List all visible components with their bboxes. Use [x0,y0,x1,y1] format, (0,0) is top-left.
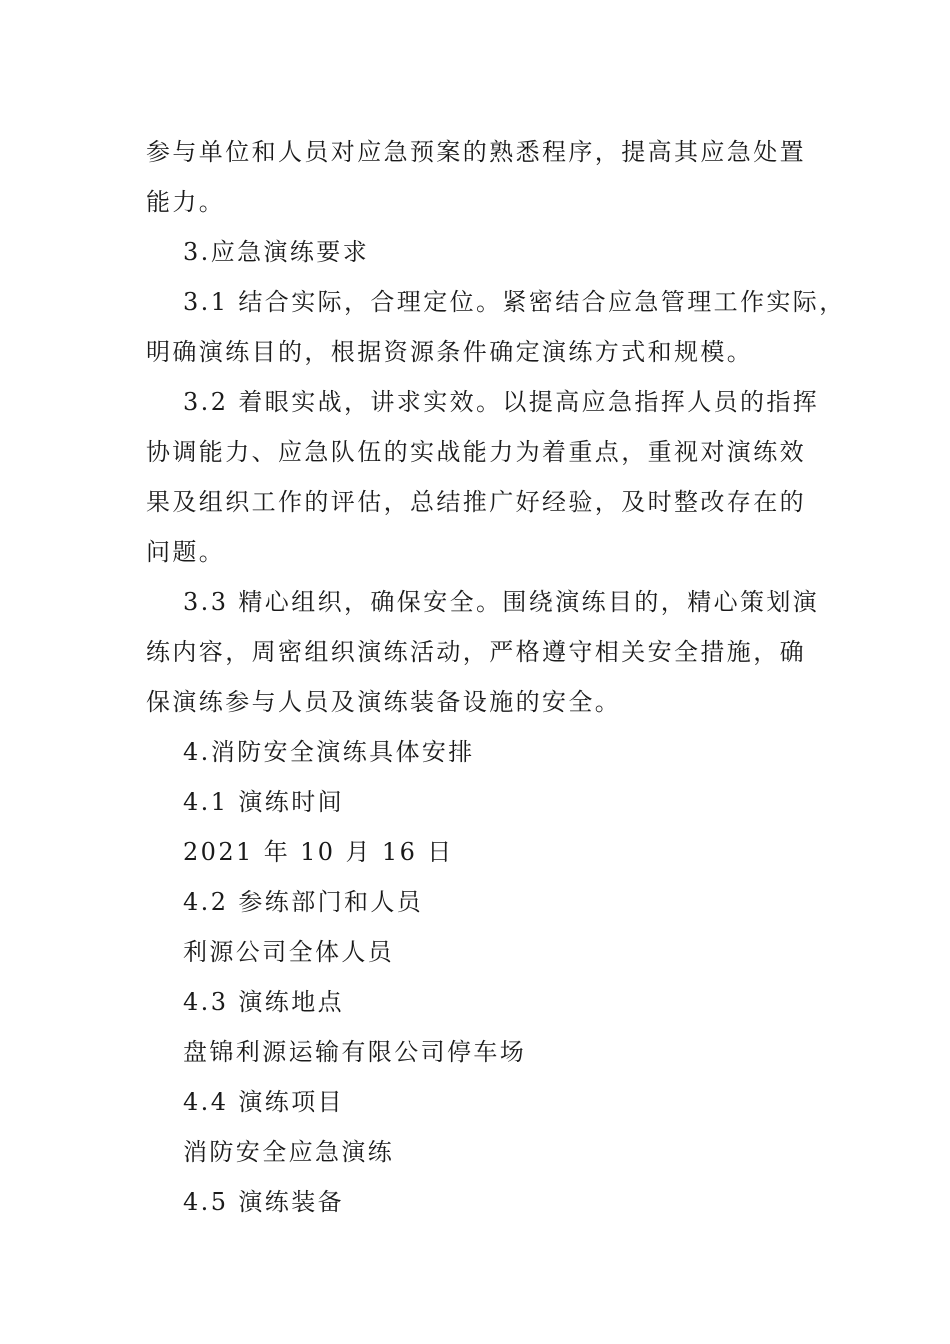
body-text-line: 果及组织工作的评估，总结推广好经验，及时整改存在的 [146,488,806,516]
body-text-line: 练内容，周密组织演练活动，严格遵守相关安全措施，确 [146,638,806,666]
section-heading: 3.应急演练要求 [183,238,370,266]
body-text-line: 能力。 [146,188,226,216]
body-text-line: 问题。 [146,538,226,566]
body-text-line: 明确演练目的，根据资源条件确定演练方式和规模。 [146,338,754,366]
body-text-line: 3.2 着眼实战，讲求实效。以提高应急指挥人员的指挥 [183,388,820,416]
body-text-line: 盘锦利源运输有限公司停车场 [183,1038,527,1066]
body-text-line: 2021 年 10 月 16 日 [183,838,454,866]
subsection-heading: 4.4 演练项目 [183,1088,344,1116]
body-text-line: 利源公司全体人员 [183,938,395,966]
body-text-line: 参与单位和人员对应急预案的熟悉程序，提高其应急处置 [146,138,806,166]
body-text-line: 保演练参与人员及演练装备设施的安全。 [146,688,622,716]
section-heading: 4.消防安全演练具体安排 [183,738,475,766]
subsection-heading: 4.1 演练时间 [183,788,344,816]
subsection-heading: 4.5 演练装备 [183,1188,344,1216]
body-text-line: 3.1 结合实际，合理定位。紧密结合应急管理工作实际， [183,288,846,316]
body-text-line: 消防安全应急演练 [183,1138,395,1166]
subsection-heading: 4.3 演练地点 [183,988,344,1016]
body-text-line: 3.3 精心组织，确保安全。围绕演练目的，精心策划演 [183,588,820,616]
body-text-line: 协调能力、应急队伍的实战能力为着重点，重视对演练效 [146,438,806,466]
subsection-heading: 4.2 参练部门和人员 [183,888,424,916]
